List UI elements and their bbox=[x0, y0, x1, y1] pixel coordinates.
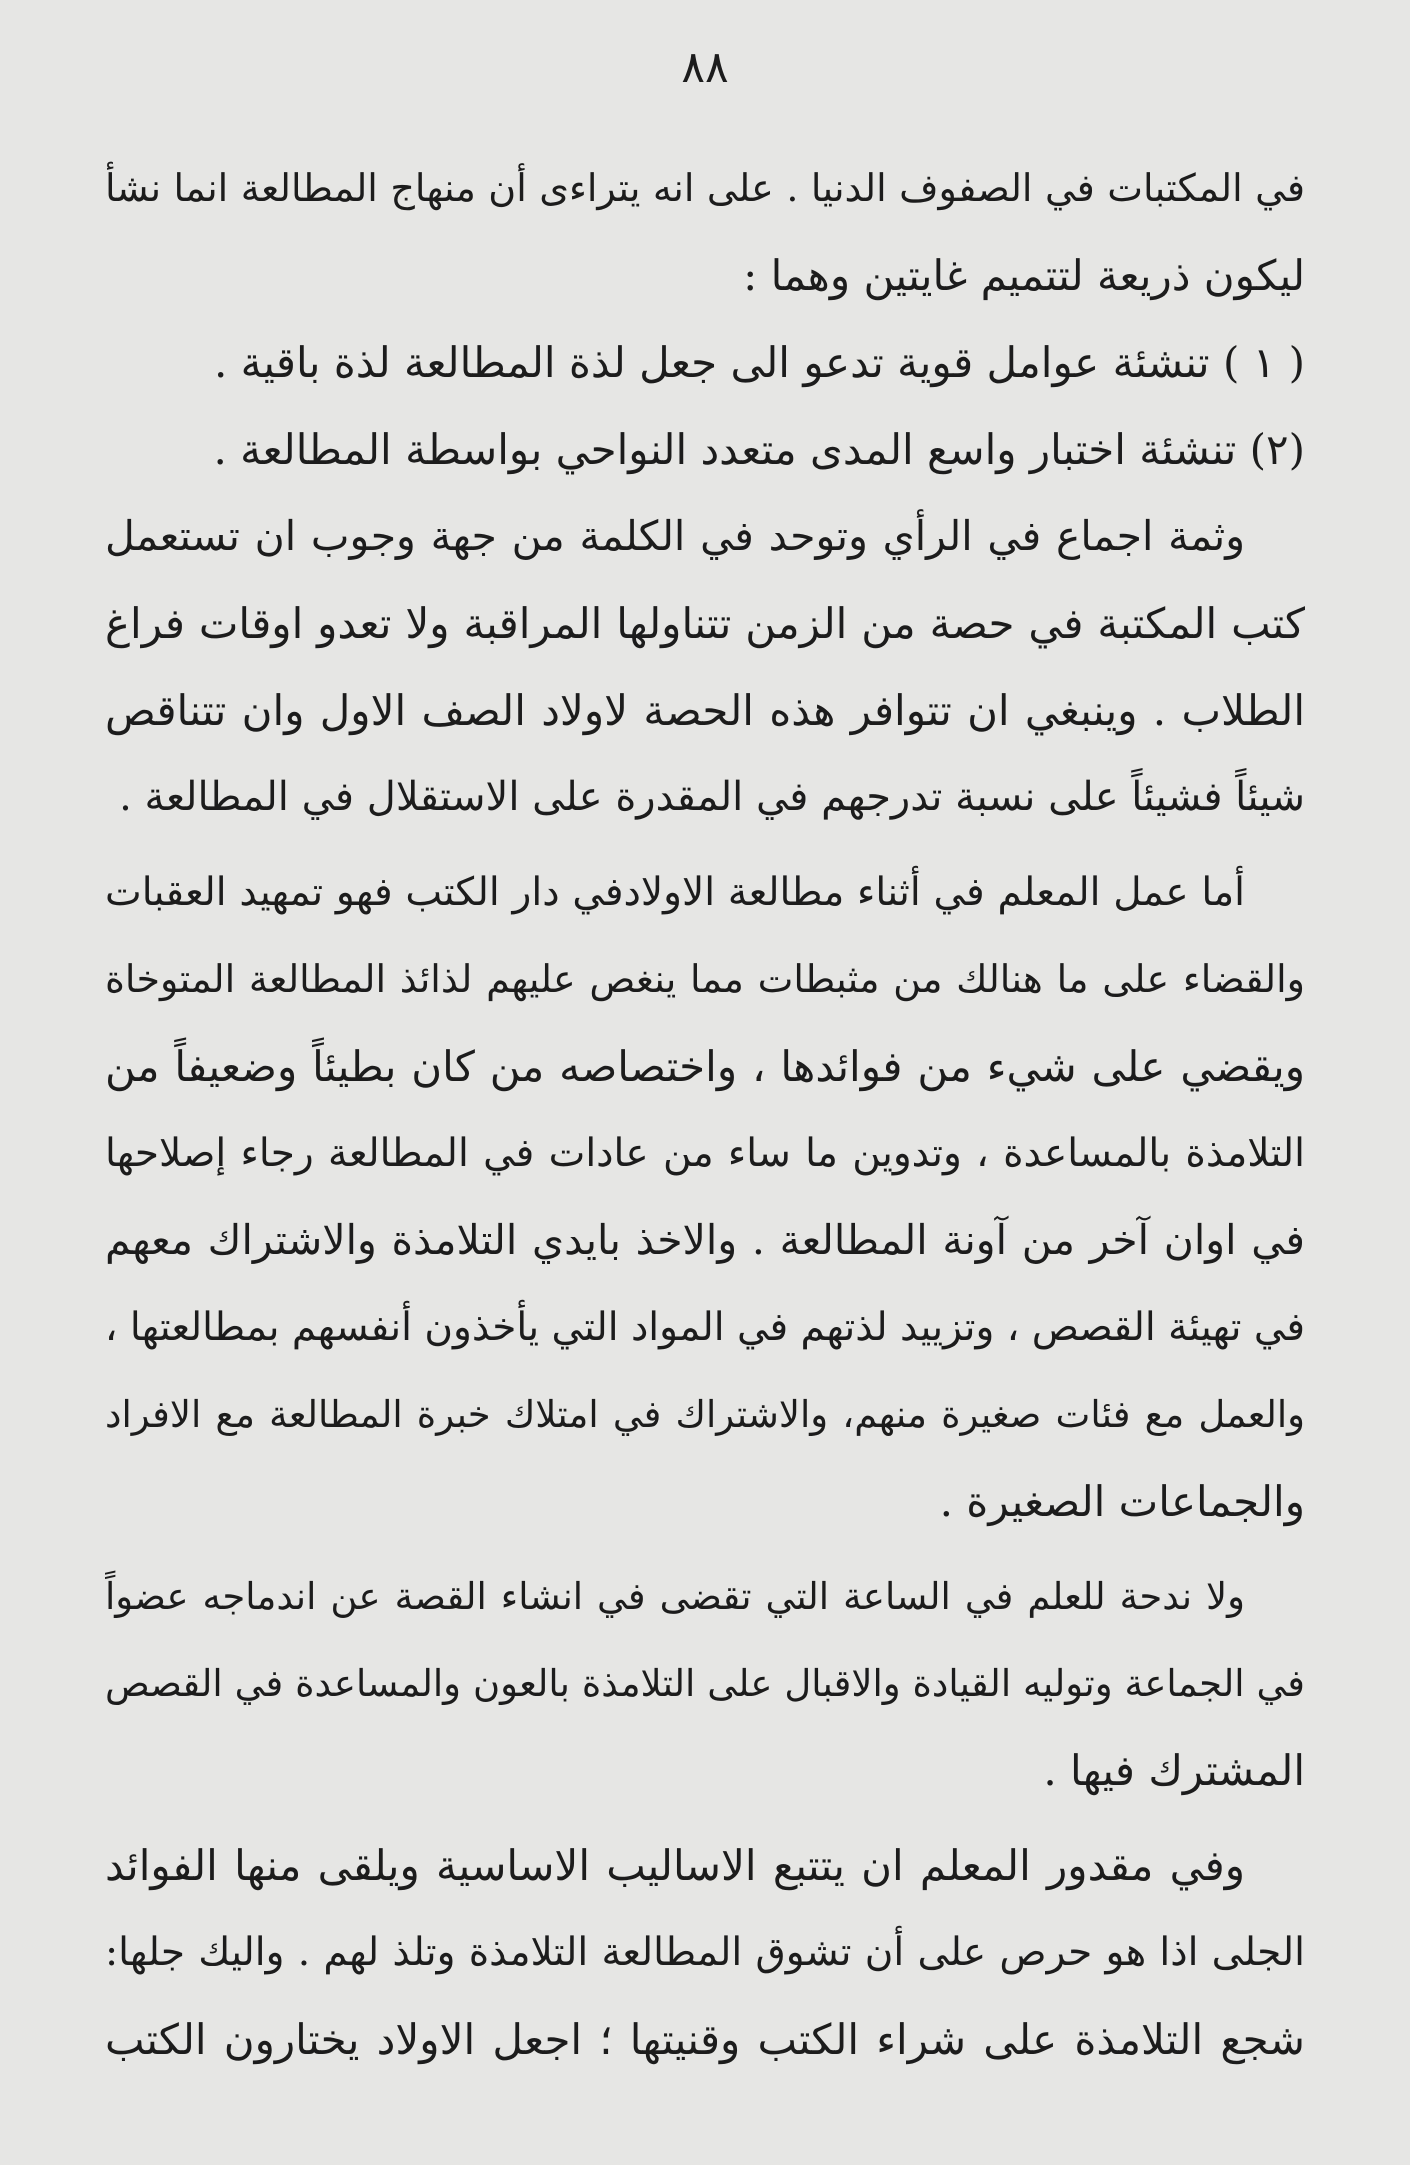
text-line-14: في تهيئة القصص ، وتزييد لذتهم في المواد التي يأخذون أنفسهم بمطالعتها ، bbox=[105, 1305, 1305, 1350]
text-line-17: ولا ندحة للعلم في الساعة التي تقضى في انشاء القصة عن اندماجه عضواً bbox=[105, 1575, 1245, 1618]
text-line-20: وفي مقدور المعلم ان يتتبع الاساليب الاساسية ويلقى منها الفوائد bbox=[105, 1841, 1245, 1890]
text-line-12: التلامذة بالمساعدة ، وتدوين ما ساء من عادات في المطالعة رجاء إصلاحها bbox=[105, 1131, 1305, 1176]
text-line-6: كتب المكتبة في حصة من الزمن تتناولها المراقبة ولا تعدو اوقات فراغ bbox=[105, 599, 1305, 648]
text-line-15: والعمل مع فئات صغيرة منهم، والاشتراك في امتلاك خبرة المطالعة مع الافراد bbox=[105, 1393, 1305, 1436]
list-item-1: ( ١ ) تنشئة عوامل قوية تدعو الى جعل لذة المطالعة لذة باقية . bbox=[213, 338, 1305, 387]
text-line-18: في الجماعة وتوليه القيادة والاقبال على التلامذة بالعون والمساعدة في القصص bbox=[105, 1662, 1305, 1705]
text-line-1: في المكتبات في الصفوف الدنيا . على انه يتراءى أن منهاج المطالعة انما نشأ bbox=[105, 166, 1305, 210]
body-text bbox=[105, 145, 1305, 2083]
text-line-21: الجلى اذا هو حرص على أن تشوق المطالعة التلامذة وتلذ لهم . واليك جلها: bbox=[105, 1930, 1305, 1975]
text-line-2: ليكون ذريعة لتتميم غايتين وهما : bbox=[743, 251, 1305, 300]
text-line-8: شيئاً فشيئاً على نسبة تدرجهم في المقدرة على الاستقلال في المطالعة . bbox=[119, 774, 1305, 820]
text-line-11: ويقضي على شيء من فوائدها ، واختصاصه من كان بطيئاً وضعيفاً من bbox=[105, 1042, 1305, 1091]
text-line-9: أما عمل المعلم في أثناء مطالعة الاولادفي دار الكتب فهو تمهيد العقبات bbox=[105, 870, 1245, 915]
text-line-19: المشترك فيها . bbox=[1043, 1746, 1305, 1795]
text-line-7: الطلاب . وينبغي ان تتوافر هذه الحصة لاولاد الصف الاول وان تتناقص bbox=[105, 686, 1305, 735]
page-number: ٨٨ bbox=[681, 42, 729, 93]
text-line-13: في اوان آخر من آونة المطالعة . والاخذ بايدي التلامذة والاشتراك معهم bbox=[105, 1216, 1305, 1264]
text-line-16: والجماعات الصغيرة . bbox=[939, 1477, 1305, 1526]
text-line-10: والقضاء على ما هنالك من مثبطات مما ينغص عليهم لذائذ المطالعة المتوخاة bbox=[105, 957, 1305, 1001]
text-line-22: شجع التلامذة على شراء الكتب وقنيتها ؛ اجعل الاولاد يختارون الكتب bbox=[105, 2015, 1305, 2064]
list-item-2: (٢) تنشئة اختبار واسع المدى متعدد النواحي بواسطة المطالعة . bbox=[213, 425, 1305, 474]
text-line-5: وثمة اجماع في الرأي وتوحد في الكلمة من جهة وجوب ان تستعمل bbox=[105, 512, 1245, 560]
